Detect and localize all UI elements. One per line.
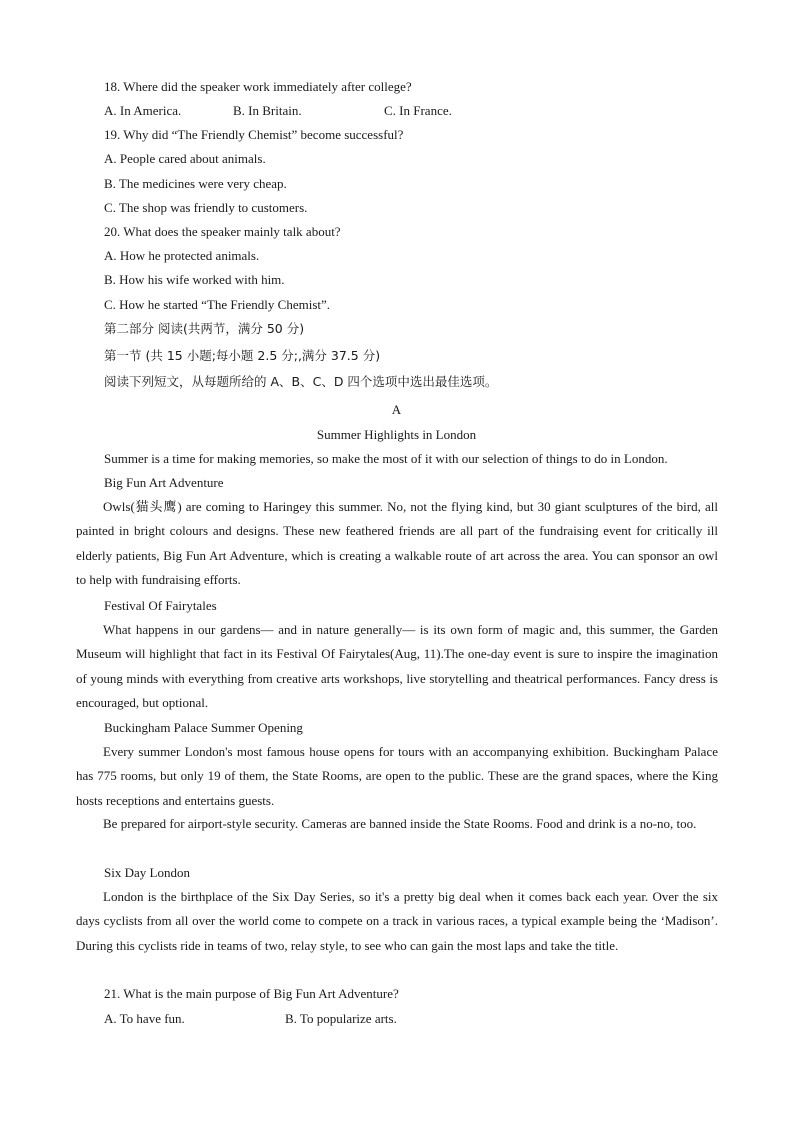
paragraph-text: London is the birthplace of the Six Day Series, so it's a pretty big deal when it comes back each year. Over the six days cyclists from all over the world come to compete on a track in various races, a typical example being the ‘Madison’. During this cyclists ride in teams of two, relay style, to see who can gain the most laps and take the title.	[76, 889, 718, 953]
q20-option-a: A. How he protected animals.	[104, 248, 260, 263]
paragraph-buckingham-1	[76, 740, 718, 813]
q20-option-b: B. How his wife worked with him.	[104, 272, 285, 287]
q19-option-b: B. The medicines were very cheap.	[104, 176, 287, 191]
q21-options	[104, 1011, 397, 1027]
paragraph-buckingham-2	[76, 812, 718, 836]
reading-instruction: 阅读下列短文，从每题所给的 A、B、C、D 四个选项中选出最佳选项。	[104, 374, 498, 389]
q20-stem: 20. What does the speaker mainly talk about?	[104, 224, 341, 239]
section-heading-fairytales: Festival Of Fairytales	[104, 598, 217, 613]
passage-letter: A	[391, 402, 402, 417]
q19-option-a: A. People cared about animals.	[104, 151, 266, 166]
section-heading-big-fun-art: Big Fun Art Adventure	[104, 475, 224, 490]
q21-stem: 21. What is the main purpose of Big Fun Art Adventure?	[104, 986, 399, 1001]
passage-intro: Summer is a time for making memories, so make the most of it with our selection of things to do in London.	[104, 451, 668, 466]
paragraph-text: What happens in our gardens— and in nature generally— is its own form of magic and, this summer, the Garden Museum will highlight that fact in its Festival Of Fairytales(Aug, 11).The one-day event is sure to inspire the imagination of young minds with everything from creative arts workshops, live storytelling and theatrical performances. Fancy dress is encouraged, but optional.	[76, 622, 718, 710]
paragraph-big-fun-art	[76, 495, 718, 592]
paragraph-text: Owls(猫头鹰) are coming to Haringey this summer. No, not the flying kind, but 30 giant sculptures of the bird, all painted in bright colours and designs. These new feathered friends are all part of the fundraising event for critically ill elderly patients, Big Fun Art Adventure, which is creating a walkable route of art across the area. You can sponsor an owl to help with fundraising efforts.	[76, 499, 718, 587]
section-heading-buckingham: Buckingham Palace Summer Opening	[104, 720, 303, 735]
paragraph-text: Be prepared for airport-style security. Cameras are banned inside the State Rooms. Food and drink is a no-no, too.	[103, 816, 697, 831]
part2-heading: 第二部分 阅读(共两节，满分 50 分)	[104, 321, 305, 336]
q20-option-c: C. How he started “The Friendly Chemist”.	[104, 297, 331, 312]
passage-title: Summer Highlights in London	[316, 427, 477, 442]
q21-option-b: B. To popularize arts.	[285, 1011, 397, 1026]
q18-option-c: C. In France.	[384, 103, 452, 118]
q21-option-a: A. To have fun.	[104, 1011, 185, 1026]
q18-option-a: A. In America.	[104, 103, 182, 118]
q19-option-c: C. The shop was friendly to customers.	[104, 200, 308, 215]
section-heading-six-day: Six Day London	[104, 865, 190, 880]
paragraph-text: Every summer London's most famous house opens for tours with an accompanying exhibition. Buckingham Palace has 775 rooms, but only 19 of them, the State Rooms, are open to the public. These are the grand spaces, where the King hosts receptions and entertains guests.	[76, 744, 718, 808]
q18-options	[104, 103, 452, 119]
paragraph-fairytales	[76, 618, 718, 715]
q18-stem: 18. Where did the speaker work immediately after college?	[104, 79, 412, 94]
section1-heading: 第一节 (共 15 小题;每小题 2.5 分;,满分 37.5 分)	[104, 348, 381, 363]
q19-stem: 19. Why did “The Friendly Chemist” become successful?	[104, 127, 404, 142]
q18-option-b: B. In Britain.	[233, 103, 302, 118]
paragraph-six-day	[76, 885, 718, 958]
